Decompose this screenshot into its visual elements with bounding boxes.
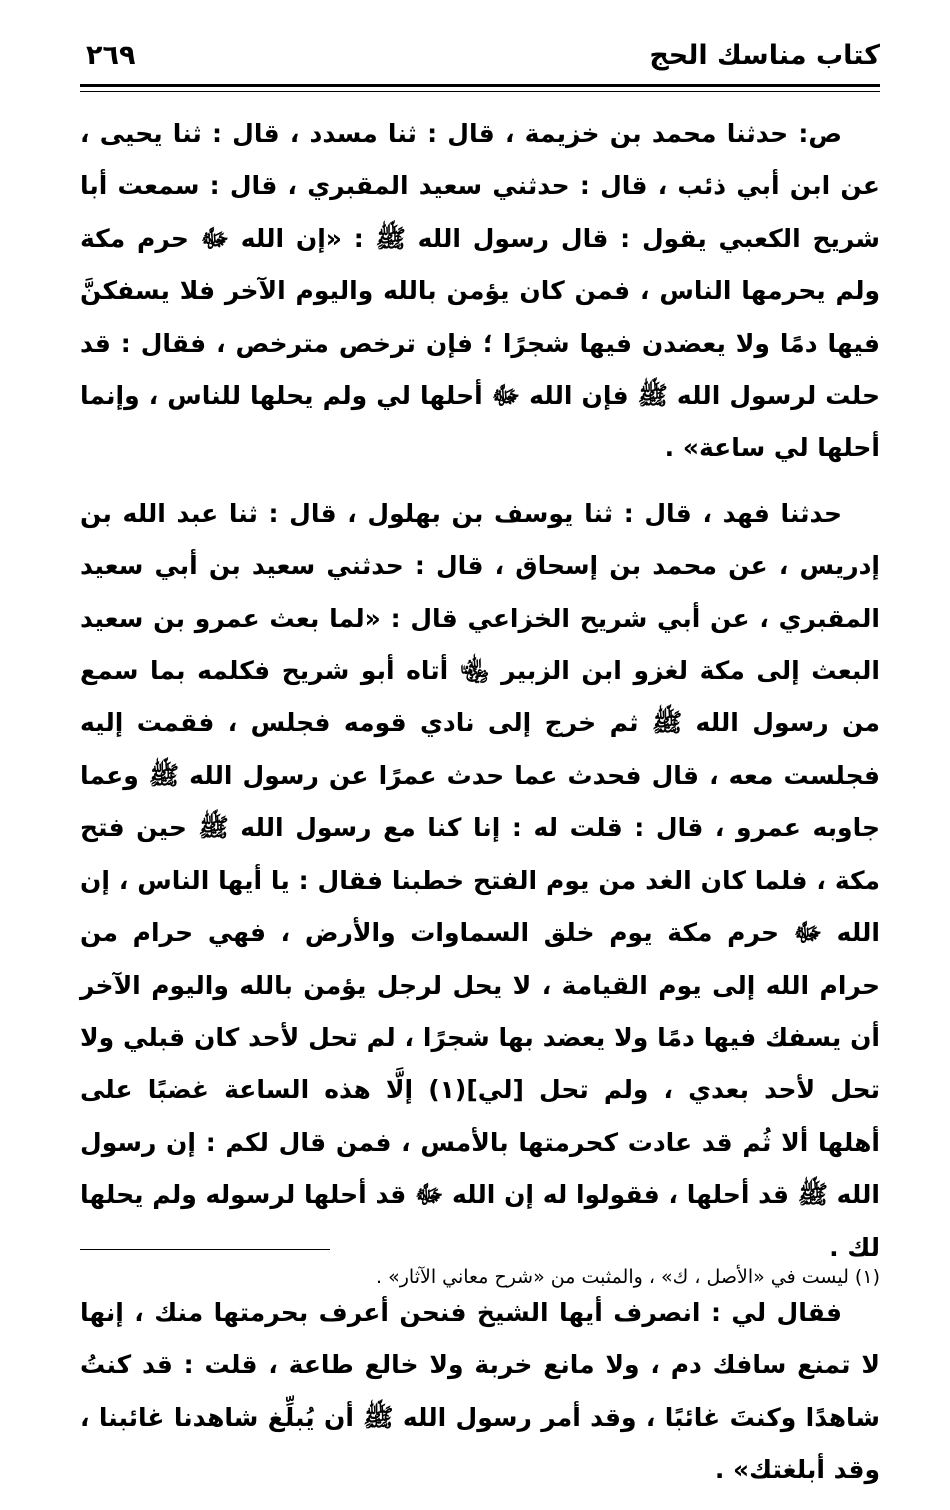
header-rule-thick (80, 84, 880, 87)
page-number: ٢٦٩ (86, 40, 136, 71)
footnote-rule (80, 1249, 330, 1250)
main-text (80, 108, 880, 1510)
paragraph-1: ص: حدثنا محمد بن خزيمة ، قال : ثنا مسدد ، قال : ثنا يحيى ، عن ابن أبي ذئب ، قال : حدثني سعيد المقبري ، قال : سمعت أبا شريح الكعبي يقول : قال رسول الله ﷺ : «إن الله ﷻ حرم مكة ولم يحرمها الناس ، فمن كان يؤمن بالله واليوم الآخر فلا يسفكنَّ فيها دمًا ولا يعضدن فيها شجرًا ؛ فإن ترخص مترخص ، فقال : قد حلت لرسول الله ﷺ فإن الله ﷻ أحلها لي ولم يحلها للناس ، وإنما أحلها لي ساعة» . (80, 119, 880, 463)
book-page (80, 0, 880, 1485)
footnote: (١) ليست في «الأصل ، ك» ، والمثبت من «شرح معاني الآثار» . (376, 1266, 880, 1288)
book-title: كتاب مناسك الحج (649, 40, 880, 71)
header-rule-thin (80, 91, 880, 92)
paragraph-2: حدثنا فهد ، قال : ثنا يوسف بن بهلول ، قال : ثنا عبد الله بن إدريس ، عن محمد بن إسحاق ، قال : حدثني سعيد بن أبي سعيد المقبري ، عن أبي شريح الخزاعي قال : «لما بعث عمرو بن سعيد البعث إلى مكة لغزو ابن الزبير ﵄ أتاه أبو شريح فكلمه بما سمع من رسول الله ﷺ ثم خرج إلى نادي قومه فجلس ، فقمت إليه فجلست معه ، قال فحدث عما حدث عمرًا عن رسول الله ﷺ وعما جاوبه عمرو ، قال : قلت له : إنا كنا مع رسول الله ﷺ حين فتح مكة ، فلما كان الغد من يوم الفتح خطبنا فقال : يا أيها الناس ، إن الله ﷻ حرم مكة يوم خلق السماوات والأرض ، فهي حرام من حرام الله إلى يوم القيامة ، لا يحل لرجل يؤمن بالله واليوم الآخر أن يسفك فيها دمًا ولا يعضد بها شجرًا ، لم تحل لأحد كان قبلي ولا تحل لأحد بعدي ، ولم تحل [لي](١) إلَّا هذه الساعة غضبًا على أهلها ألا ثُم قد عادت كحرمتها بالأمس ، فمن قال لكم : إن رسول الله ﷺ قد أحلها ، فقولوا له إن الله ﷻ قد أحلها لرسوله ولم يحلها لك . (80, 498, 880, 1262)
page-header (80, 36, 880, 84)
paragraph-3: فقال لي : انصرف أيها الشيخ فنحن أعرف بحرمتها منك ، إنها لا تمنع سافك دم ، ولا مانع خربة ولا خالع طاعة ، قلت : قد كنتُ شاهدًا وكنتَ غائبًا ، وقد أمر رسول الله ﷺ أن يُبلِّغ شاهدنا غائبنا ، وقد أبلغتك» . (80, 1297, 880, 1485)
